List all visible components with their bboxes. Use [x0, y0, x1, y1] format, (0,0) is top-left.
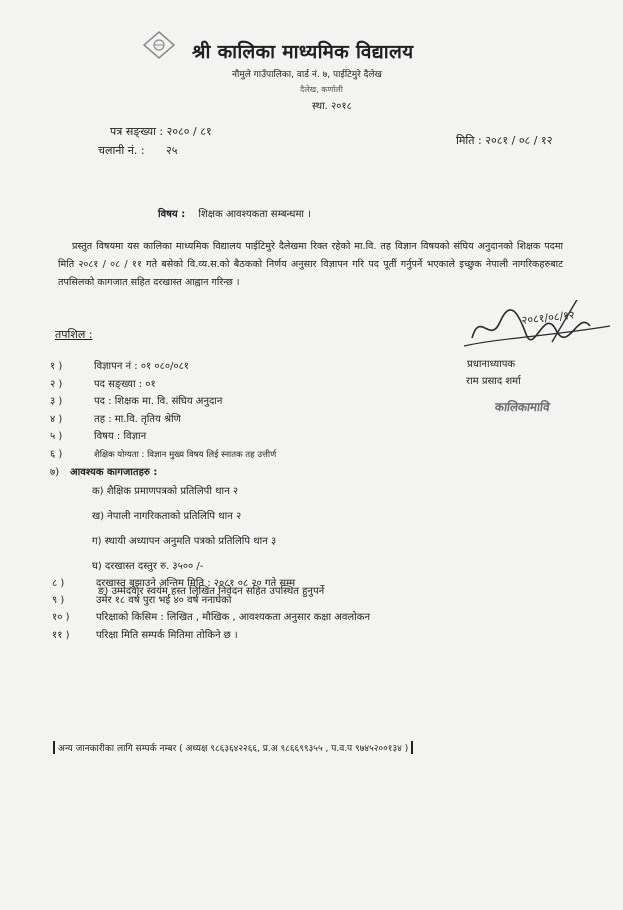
- body-text: प्रस्तुत विषयमा यस कालिका माध्यमिक विद्यालय पाईटिमुरे दैलेखमा रिक्त रहेको मा.वि. तह विज्ञान विषयको संघिय अनुदानको शिक्षक पदमा मिति २०८१ / ०८ / ११ गते बसेको वि.व्य.स.को बैठकको निर्णय अनुसार विज्ञापन गरि पद पूर्ती गर्नुपर्ने भएकाले इच्छुक नेपाली नागरिकहरुबाट तपसिलको कागजात सहित दरखास्त आह्वान गरिन्छ ।: [58, 241, 563, 288]
- signatory-title: प्रधानाध्यापक: [467, 359, 516, 370]
- item-number: ७): [50, 466, 60, 478]
- item-text: उमेर १८ वर्ष पुरा भई ४० वर्ष ननाघेको: [96, 595, 232, 607]
- item-text: परिक्षा मिति सम्पर्क मितिमा तोकिने छ ।: [96, 629, 238, 641]
- dispatch-value: २५: [166, 144, 178, 157]
- item-number: ६ ): [50, 448, 63, 460]
- item-text: परिक्षाको किसिम : लिखित , मौखिक , आवश्यकता अनुसार कक्षा अवलोकन: [96, 612, 371, 624]
- list-item: [50, 358, 276, 376]
- signatory-name: राम प्रसाद शर्मा: [466, 376, 521, 387]
- date-value: २०८१ / ०८ / १२: [485, 134, 553, 147]
- document-item: ग) स्थायी अध्यापन अनुमति पत्रको प्रतिलिपि थान ३: [92, 536, 277, 547]
- ref-label: पत्र सङ्ख्या :: [110, 125, 164, 138]
- item-text: दरखास्त बुझाउने अन्तिम मिति : २०८१ ०८ २० गते सम्म: [96, 578, 296, 589]
- item-number: ३ ): [50, 396, 63, 408]
- document-item: क) शैक्षिक प्रमाणपत्रको प्रतिलिपी थान २: [92, 486, 239, 497]
- document-item: ख) नेपाली नागरिकताको प्रतिलिपि थान २: [92, 511, 242, 522]
- subject-line: [158, 206, 311, 220]
- signature-date: २०८१/०८/१२: [520, 308, 576, 327]
- signature: [460, 300, 620, 360]
- list-item: [50, 428, 276, 446]
- school-address-line2: दैलेख, कर्णाली: [300, 85, 343, 94]
- list-item: [50, 376, 276, 394]
- details-list: [50, 358, 276, 481]
- ref-value: २०८० / ८१: [166, 125, 212, 138]
- item-number: ४ ): [50, 413, 63, 425]
- list-item: [52, 575, 370, 592]
- school-address: नौमुले गाउँपालिका, वार्ड नं. ७, पाईटिमुरे दैलेख: [232, 70, 382, 80]
- contact-footer: अन्य जानकारीका लागि सम्पर्क नम्बर ( अध्यक्ष ९८६३६४२२६६, प्र.अ ९८६६९९३५५ , प.व.प ९७४५२००१३४ ): [53, 741, 413, 754]
- established-year: स्था. २०१८: [312, 101, 352, 112]
- item-text: विषय : विज्ञान: [94, 431, 147, 443]
- list-item: [52, 609, 370, 626]
- list-item: [52, 627, 370, 644]
- item-text: विज्ञापन नं : ०१ ०८०/०८१: [94, 361, 189, 372]
- item-text: पद : शिक्षक मा. वि. संघिय अनुदान: [94, 396, 223, 408]
- date-label: मिति :: [456, 134, 482, 147]
- list-item: [50, 446, 276, 464]
- list-item: [50, 393, 276, 411]
- list-item: [52, 592, 370, 609]
- letter-ref: [110, 124, 212, 139]
- school-logo: [141, 30, 177, 60]
- item-number: १ ): [50, 361, 63, 372]
- item-number: ११ ): [52, 629, 70, 641]
- document-item: घ) दरखास्त दस्तुर रु. ३५०० /-: [92, 561, 204, 572]
- item-number: २ ): [50, 378, 63, 390]
- subject-text: शिक्षक आवश्यकता सम्बन्धमा ।: [198, 209, 311, 220]
- item-text: आवश्यक कागजातहरु :: [70, 466, 158, 478]
- item-number: १० ): [52, 612, 70, 624]
- school-name: श्री कालिका माध्यमिक विद्यालय: [192, 41, 414, 63]
- details-list-continued: [52, 575, 370, 644]
- subject-label: विषय :: [158, 209, 186, 220]
- item-text: तह : मा.वि. तृतिय श्रेणि: [94, 413, 181, 425]
- item-number: ८ ): [52, 578, 65, 589]
- stamp: कालिकामावि: [493, 400, 551, 414]
- details-heading: तपशिल :: [55, 328, 93, 341]
- item-number: ९ ): [52, 595, 65, 607]
- dispatch-label: चलानी नं. :: [98, 144, 145, 157]
- letter-date: [456, 133, 552, 148]
- list-item: [50, 411, 276, 429]
- dispatch-number: [98, 143, 178, 158]
- item-number: ५ ): [50, 431, 63, 443]
- body-paragraph: [58, 238, 563, 292]
- item-text: शैक्षिक योग्यता : विज्ञान मुख्य विषय लिई स्नातक तह उत्तीर्ण: [94, 449, 277, 460]
- document-item: ङ) उम्मेदवार स्वयंम हस्त लिखित निवेदन सहित उपस्थित हुनुपर्ने: [98, 586, 325, 597]
- item-text: पद सङ्ख्या : ०१: [94, 378, 156, 390]
